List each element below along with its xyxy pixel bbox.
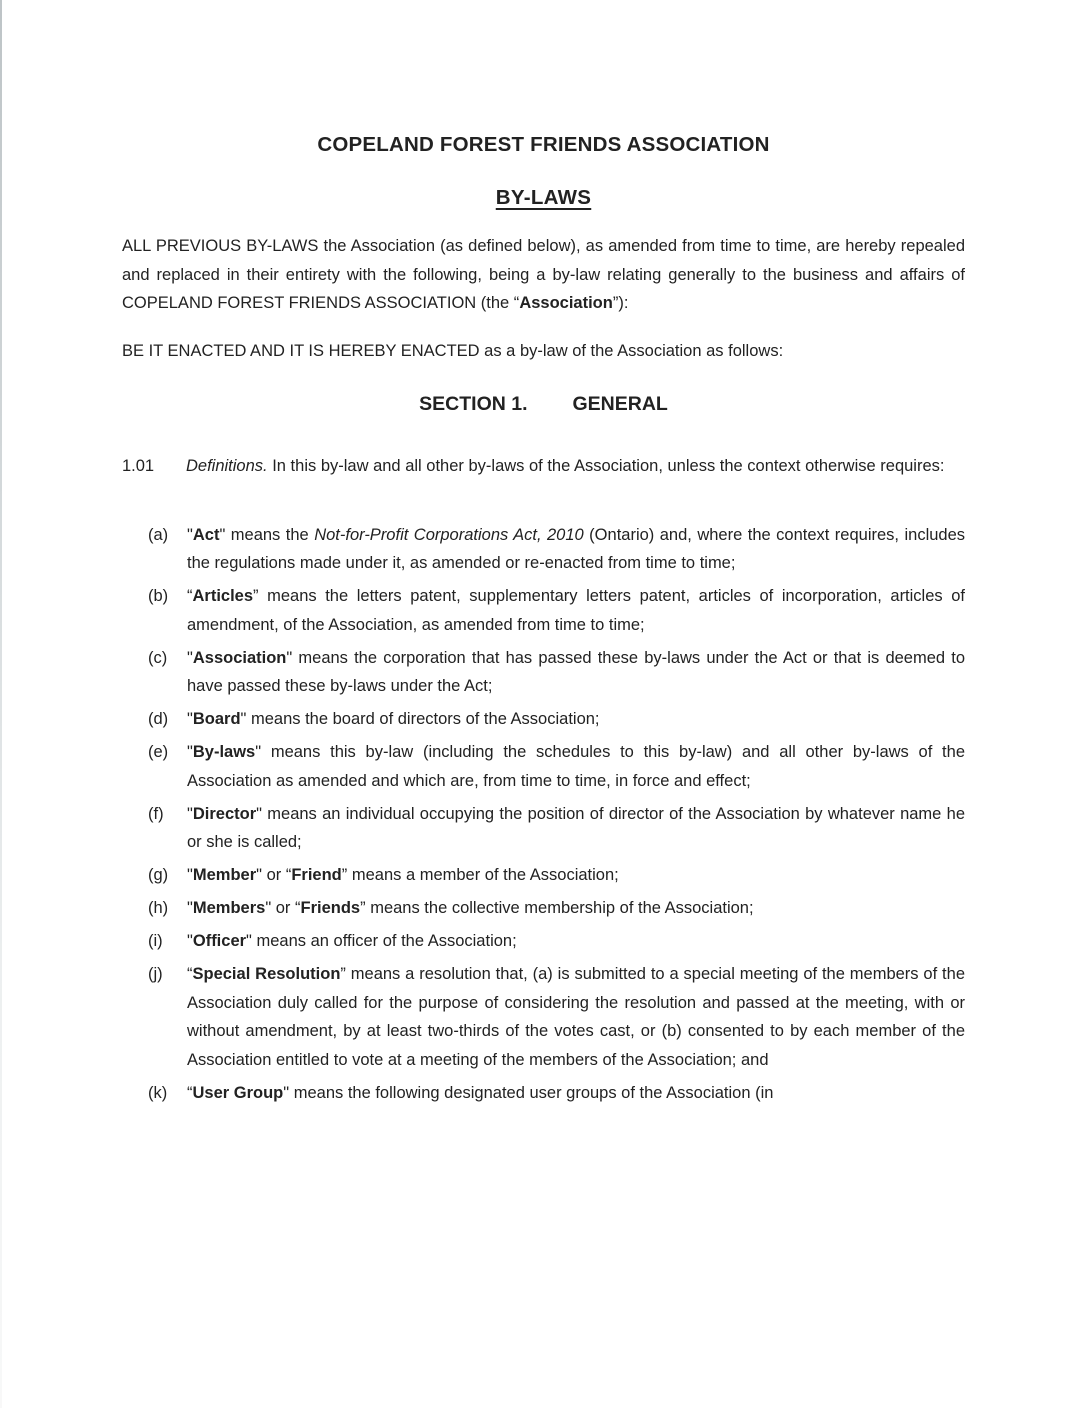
definition-label: (c) — [148, 648, 168, 667]
clause-number: 1.01 — [122, 457, 155, 475]
enactment-paragraph: BE IT ENACTED AND IT IS HEREBY ENACTED as a by-law of the Association as follows: — [122, 341, 784, 360]
clause-text: Definitions. In this by-law and all other by-laws of the Association, unless the context otherwise requires: — [186, 457, 945, 475]
definition-text: "Board" means the board of directors of the Association; — [187, 710, 600, 728]
definition-item — [122, 705, 965, 734]
definition-text: “Articles” means the letters patent, supplementary letters patent, articles of incorporation, articles of amendment, of the Association, as amended from time to time; — [187, 587, 965, 634]
definition-label: (i) — [148, 932, 163, 950]
definition-item — [122, 800, 965, 857]
definition-text: "Members" or “Friends” means the collective membership of the Association; — [187, 899, 754, 917]
definition-label: (j) — [148, 965, 163, 983]
definition-item — [122, 861, 965, 890]
definition-text: “User Group" means the following designated user groups of the Association (in — [187, 1083, 774, 1102]
section-title: GENERAL — [572, 393, 668, 415]
section-1-heading — [122, 392, 965, 416]
definitions-clause — [122, 452, 965, 481]
definition-item — [122, 1079, 965, 1108]
definition-item — [122, 521, 965, 578]
document-title: COPELAND FOREST FRIENDS ASSOCIATION — [317, 133, 770, 156]
definition-item — [122, 894, 965, 923]
definition-label: (b) — [148, 587, 169, 605]
definition-text: "Officer" means an officer of the Association; — [187, 932, 517, 950]
definition-label: (f) — [148, 804, 164, 823]
definition-item — [122, 644, 965, 701]
definition-item — [122, 738, 965, 795]
definition-label: (e) — [148, 743, 169, 761]
definition-item — [122, 927, 965, 956]
document-subtitle: BY-LAWS — [495, 186, 592, 209]
section-number: SECTION 1. — [419, 393, 528, 415]
definition-label: (a) — [148, 525, 169, 544]
definition-label: (g) — [148, 866, 169, 884]
definition-text: "Act" means the Not-for-Profit Corporations Act, 2010 (Ontario) and, where the context requires, includes the regulations made under it, as amended or re-enacted from time to time; — [187, 525, 966, 572]
definition-text: "By-laws" means this by-law (including the schedules to this by-law) and all other by-laws of the Association as amended and which are, from time to time, in force and effect; — [187, 743, 965, 790]
document-content — [122, 0, 965, 1112]
definition-text: "Association" means the corporation that has passed these by-laws under the Act or that is deemed to have passed these by-laws under the Act; — [187, 648, 965, 695]
definition-text: “Special Resolution” means a resolution that, (a) is submitted to a special meeting of the members of the Association duly called for the purpose of considering the resolution and passed at the meeting, with or without amendment, by at least two-thirds of the votes cast, or (b) consented to by each member of the Association entitled to vote at a meeting of the members of the Association; and — [187, 965, 965, 1069]
definition-text: "Member" or “Friend” means a member of the Association; — [187, 866, 619, 884]
definition-label: (h) — [148, 899, 169, 917]
definitions-list — [122, 521, 965, 1108]
definition-label: (k) — [148, 1083, 168, 1102]
definition-text: "Director" means an individual occupying the position of director of the Association by whatever name he or she is called; — [187, 804, 965, 851]
scan-edge-artifact — [0, 0, 2, 1408]
definition-item — [122, 582, 965, 639]
repeal-paragraph: ALL PREVIOUS BY-LAWS the Association (as defined below), as amended from time to time, are hereby repealed and replaced in their entirety with the following, being a by-law relating generally to the business and affairs of COPELAND FOREST FRIENDS ASSOCIATION (the “Association”): — [122, 237, 965, 312]
definition-label: (d) — [148, 710, 169, 728]
definition-item — [122, 960, 965, 1074]
